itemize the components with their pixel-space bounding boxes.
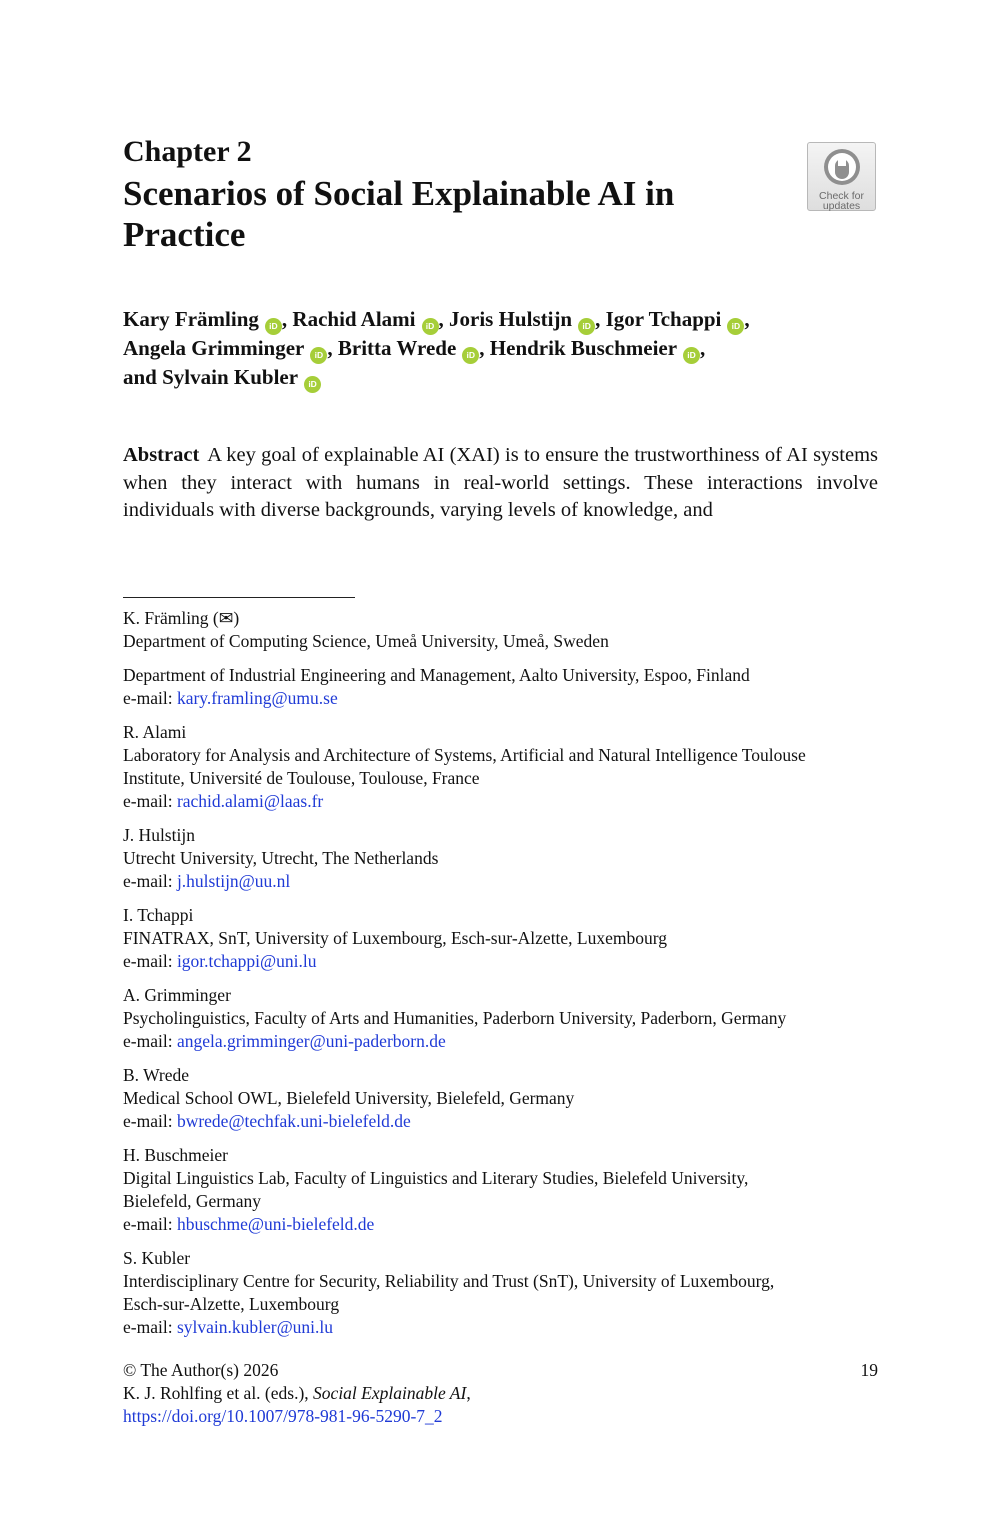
affiliation-block	[123, 824, 893, 893]
author-name: Joris Hulstijn	[449, 307, 573, 331]
email-label: e-mail:	[123, 871, 177, 891]
author-separator: ,	[479, 336, 490, 360]
affiliation-line: S. Kubler	[123, 1248, 191, 1268]
email-link[interactable]: angela.grimminger@uni-paderborn.de	[176, 1031, 446, 1051]
affiliation-line: B. Wrede	[123, 1065, 190, 1085]
affiliation-line: Institute, Université de Toulouse, Toulouse, France	[123, 768, 480, 788]
orcid-icon[interactable]: iD	[304, 376, 321, 393]
orcid-icon[interactable]: iD	[727, 318, 744, 335]
email-label: e-mail:	[123, 688, 177, 708]
badge-line-1: Check for	[819, 190, 864, 202]
affiliation-line: Medical School OWL, Bielefeld University, Bielefeld, Germany	[123, 1088, 575, 1108]
email-link[interactable]: sylvain.kubler@uni.lu	[176, 1317, 334, 1337]
citation-prefix: K. J. Rohlfing et al. (eds.),	[123, 1383, 314, 1403]
author-separator: ,	[595, 307, 606, 331]
author-name: Kary Främling	[123, 307, 259, 331]
affiliation-line: A. Grimminger	[123, 985, 231, 1005]
author-name: Rachid Alami	[292, 307, 416, 331]
email-label: e-mail:	[123, 1111, 177, 1131]
affiliation-block	[123, 1064, 893, 1133]
author-name: Igor Tchappi	[605, 307, 722, 331]
affiliation-block	[123, 607, 893, 653]
email-label: e-mail:	[123, 1317, 177, 1337]
orcid-icon[interactable]: iD	[578, 318, 595, 335]
affiliation-line: Laboratory for Analysis and Architecture of Systems, Artificial and Natural Intelligence Toulouse	[123, 745, 806, 765]
author-separator: ,	[700, 336, 706, 360]
email-link[interactable]: rachid.alami@laas.fr	[176, 791, 324, 811]
affiliation-block	[123, 664, 893, 710]
affiliation-block	[123, 1144, 893, 1236]
affiliation-block	[123, 904, 893, 973]
badge-line-2: updates	[822, 200, 861, 212]
author-name: Britta Wrede	[337, 336, 457, 360]
abstract-text: A key goal of explainable AI (XAI) is to ensure the trustworthiness of AI systems when they interact with humans in real-world settings. These interactions involve individuals with diverse backgrounds, varying levels of knowledge, and	[123, 444, 878, 521]
chapter-label: Chapter 2	[123, 135, 252, 168]
doi-link[interactable]: https://doi.org/10.1007/978-981-96-5290-7_2	[123, 1406, 443, 1426]
affiliation-line: Esch-sur-Alzette, Luxembourg	[123, 1294, 340, 1314]
abstract-label: Abstract	[123, 444, 200, 466]
affiliation-line: Department of Computing Science, Umeå University, Umeå, Sweden	[123, 631, 609, 651]
author-separator: ,	[438, 307, 450, 331]
author-list	[123, 306, 883, 393]
affiliation-line: J. Hulstijn	[123, 825, 195, 845]
affiliation-line: Department of Industrial Engineering and Management, Aalto University, Espoo, Finland	[123, 665, 750, 685]
affiliation-block	[123, 1247, 893, 1339]
email-link[interactable]: bwrede@techfak.uni-bielefeld.de	[176, 1111, 411, 1131]
email-link[interactable]: kary.framling@umu.se	[176, 688, 338, 708]
orcid-icon[interactable]: iD	[422, 318, 439, 335]
affiliation-line: Utrecht University, Utrecht, The Netherlands	[123, 848, 439, 868]
author-separator: ,	[744, 307, 750, 331]
affiliation-line: Psycholinguistics, Faculty of Arts and Humanities, Paderborn University, Paderborn, Germany	[123, 1008, 787, 1028]
chapter-title: Scenarios of Social Explainable AI in Practice	[123, 174, 675, 254]
email-label: e-mail:	[123, 791, 177, 811]
affiliation-block	[123, 984, 893, 1053]
affiliation-line: H. Buschmeier	[123, 1145, 228, 1165]
orcid-icon[interactable]: iD	[462, 347, 479, 364]
check-for-updates-badge[interactable]	[807, 142, 876, 211]
abstract	[123, 442, 878, 525]
citation	[123, 1382, 878, 1405]
author-separator: ,	[327, 336, 338, 360]
affiliation-block	[123, 721, 893, 813]
book-title: Social Explainable AI	[313, 1383, 467, 1403]
author-name: Angela Grimminger	[123, 336, 305, 360]
email-link[interactable]: hbuschme@uni-bielefeld.de	[176, 1214, 375, 1234]
orcid-icon[interactable]: iD	[683, 347, 700, 364]
copyright: © The Author(s) 2026	[123, 1360, 279, 1380]
page-number: 19	[860, 1360, 878, 1380]
affiliation-line: FINATRAX, SnT, University of Luxembourg, Esch-sur-Alzette, Luxembourg	[123, 928, 668, 948]
email-label: e-mail:	[123, 951, 177, 971]
affiliations	[123, 607, 893, 1350]
affiliation-line: R. Alami	[123, 722, 187, 742]
affiliation-line: Interdisciplinary Centre for Security, Reliability and Trust (SnT), University of Luxembourg,	[123, 1271, 775, 1291]
affiliation-line: K. Främling (✉)	[123, 608, 240, 628]
orcid-icon[interactable]: iD	[310, 347, 327, 364]
page-footer	[123, 1359, 878, 1428]
email-label: e-mail:	[123, 1214, 177, 1234]
crossmark-icon	[822, 147, 862, 187]
affiliation-line: Digital Linguistics Lab, Faculty of Linguistics and Literary Studies, Bielefeld University,	[123, 1168, 749, 1188]
footnote-rule	[123, 597, 355, 598]
author-name: Hendrik Buschmeier	[489, 336, 678, 360]
email-link[interactable]: j.hulstijn@uu.nl	[176, 871, 291, 891]
author-separator: ,	[281, 307, 293, 331]
affiliation-line: Bielefeld, Germany	[123, 1191, 262, 1211]
email-link[interactable]: igor.tchappi@uni.lu	[176, 951, 317, 971]
author-name: and Sylvain Kubler	[123, 365, 299, 389]
citation-suffix: ,	[466, 1383, 471, 1403]
affiliation-line: I. Tchappi	[123, 905, 194, 925]
email-label: e-mail:	[123, 1031, 177, 1051]
orcid-icon[interactable]: iD	[265, 318, 282, 335]
